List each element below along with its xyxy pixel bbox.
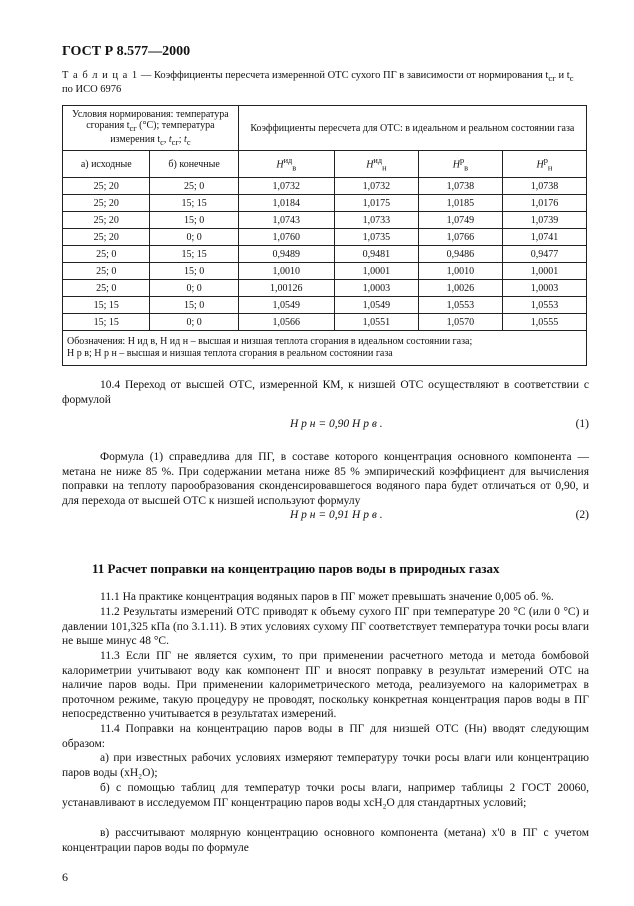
table-cell: 0,9489 — [238, 246, 334, 263]
formula-2: H р н = 0,91 H р в . — [290, 509, 383, 521]
document-title: ГОСТ Р 8.577—2000 — [62, 44, 191, 59]
table-cell: 1,0738 — [502, 178, 586, 195]
table-cell: 1,0749 — [418, 212, 502, 229]
table-cell: 1,0185 — [418, 195, 502, 212]
table-row — [63, 229, 587, 246]
header-conditions: Условия нормирования: температура сгорания $t_{сг}$ (°С); температура измерения $t_с$, $t_{сг}$; $t_с$ — [63, 106, 239, 151]
table-cell: 0; 0 — [150, 229, 238, 246]
table-cell: 1,0549 — [334, 297, 418, 314]
list-item-c: в) рассчитывают молярную концентрацию основного компонента (метана) x'0 в ПГ с учетом концентрации паров воды по формуле — [62, 827, 589, 854]
page-number: 6 — [62, 870, 68, 884]
table-cell: 1,0184 — [238, 195, 334, 212]
formula-2-number: (2) — [575, 509, 589, 521]
table-cell: 25; 20 — [63, 212, 150, 229]
table-cell: 1,0766 — [418, 229, 502, 246]
table-cell: 25; 0 — [150, 178, 238, 195]
table-cell: 1,0738 — [418, 178, 502, 195]
table-row — [63, 314, 587, 331]
table-cell: 1,0003 — [502, 280, 586, 297]
subheader-final: б) конечные — [150, 151, 238, 178]
list-item-b: б) с помощью таблиц для температур точки росы влаги, например таблицы 2 ГОСТ 20060, устанавливают в исследуемом ПГ концентрацию паров воды xсH₂O для стандартных условий; — [62, 782, 589, 809]
table-cell: 25; 0 — [63, 280, 150, 297]
table-cell: 0,9477 — [502, 246, 586, 263]
table-cell: 15; 15 — [150, 246, 238, 263]
table-row — [63, 280, 587, 297]
table-row — [63, 297, 587, 314]
paragraph-10-4: 10.4 Переход от высшей ОТС, измеренной КМ, к низшей ОТС осуществляют в соответствии с формулой — [62, 379, 589, 406]
table-caption-text: — Коэффициенты пересчета измеренной ОТС сухого ПГ в зависимости от нормирования t — [138, 70, 549, 81]
paragraph-formula-1: Формула (1) справедлива для ПГ, в составе которого концентрация основного компонента — метана не ниже 85 %. При содержании метана ниже 85 % эмпирический коэффициент для вычисления поправки на теплоту парообразования сконденсировавшегося водяного пара будет отличаться от 0,90, и для перехода от высшей ОТС к низшей используют формулу — [62, 451, 589, 507]
section-heading: 11 Расчет поправки на концентрацию паров воды в природных газах — [92, 561, 500, 576]
table-cell: 1,0733 — [334, 212, 418, 229]
table-cell: 1,0176 — [502, 195, 586, 212]
table-cell: 1,0003 — [334, 280, 418, 297]
symbol-h-r-v: $H^р_в$ — [418, 151, 502, 178]
table-cell: 1,0551 — [334, 314, 418, 331]
table-cell: 25; 20 — [63, 229, 150, 246]
subheader-initial: а) исходные — [63, 151, 150, 178]
table-cell: 1,0741 — [502, 229, 586, 246]
table-cell: 25; 0 — [63, 246, 150, 263]
symbol-h-id-n: $H^{ид}_н$ — [334, 151, 418, 178]
paragraph-11-1: 11.1 На практике концентрация водяных паров в ПГ может превышать значение 0,005 об. %. — [100, 591, 554, 603]
table-cell: 1,0010 — [418, 263, 502, 280]
table-cell: 15; 0 — [150, 212, 238, 229]
formula-1: H р н = 0,90 H р в . — [290, 418, 383, 430]
table-row — [63, 212, 587, 229]
symbol-h-r-n: $H^р_н$ — [502, 151, 586, 178]
table-row — [63, 178, 587, 195]
table-cell: 0; 0 — [150, 314, 238, 331]
table-cell: 1,0553 — [418, 297, 502, 314]
table-cell: 15; 15 — [150, 195, 238, 212]
table-caption: Т а б л и ц а 1 — Коэффициенты пересчета измеренной ОТС сухого ПГ в зависимости от нормирования $t_{сг}$ и $t_с$ по ИСО 6976 — [62, 70, 574, 96]
list-item-a: а) при известных рабочих условиях измеряют температуру точки росы влаги или концентрацию паров воды (xH₂O); — [62, 752, 589, 779]
table-cell: 1,0732 — [238, 178, 334, 195]
table-cell: 1,0732 — [334, 178, 418, 195]
table-row — [63, 263, 587, 280]
table-cell: 1,0026 — [418, 280, 502, 297]
paragraph-11-2: 11.2 Результаты измерений ОТС приводят к объему сухого ПГ при температуре 20 °С (или 0 °С) и давлении 101,325 кПа (по 3.1.11). В этих условиях сухому ПГ соответствует температура точки росы влаги не выше минус 48 °С. — [62, 606, 589, 647]
table-cell: 1,0739 — [502, 212, 586, 229]
paragraph-11-4: 11.4 Поправки на концентрацию паров воды в ПГ для низшей ОТС (Hн) вводят следующим образом: — [62, 723, 589, 750]
table-cell: 1,0549 — [238, 297, 334, 314]
table-cell: 15; 0 — [150, 263, 238, 280]
table-cell: 1,0743 — [238, 212, 334, 229]
table-cell: 1,0760 — [238, 229, 334, 246]
table-cell: 0,9486 — [418, 246, 502, 263]
table-cell: 1,0175 — [334, 195, 418, 212]
table-cell: 1,0566 — [238, 314, 334, 331]
table-cell: 1,0555 — [502, 314, 586, 331]
table-cell: 25; 0 — [63, 263, 150, 280]
coefficients-table — [62, 105, 587, 366]
table-note: Обозначения: H ид в, H ид н – высшая и низшая теплота сгорания в идеальном состоянии газа; H р в; H р н – высшая и низшая теплота сгорания в реальном состоянии газа — [63, 331, 587, 366]
table-cell: 0,9481 — [334, 246, 418, 263]
table-caption-prefix: Т а б л и ц а 1 — [62, 70, 139, 81]
table-cell: 15; 15 — [63, 297, 150, 314]
table-cell: 1,0010 — [238, 263, 334, 280]
table-cell: 1,0735 — [334, 229, 418, 246]
table-cell: 25; 20 — [63, 195, 150, 212]
paragraph-11-3: 11.3 Если ПГ не является сухим, то при применении расчетного метода и метода бомбовой калориметрии учитывают воду как компонент ПГ и вносят поправку в результат измерений ОТС на наличие паров воды. При применении калориметрического метода, реализуемого на калориметрах в проточном режиме, такую процедуру не проводят, поскольку конкретная концентрация паров воды в ПГ непосредственно учитывается в результатах измерений. — [62, 650, 589, 720]
table-cell: 1,0570 — [418, 314, 502, 331]
table-cell: 1,0001 — [334, 263, 418, 280]
table-row — [63, 195, 587, 212]
symbol-h-id-v: $H^{ид}_в$ — [238, 151, 334, 178]
table-cell: 1,00126 — [238, 280, 334, 297]
table-cell: 15; 0 — [150, 297, 238, 314]
formula-1-number: (1) — [575, 418, 589, 430]
table-row — [63, 246, 587, 263]
table-cell: 1,0553 — [502, 297, 586, 314]
table-cell: 15; 15 — [63, 314, 150, 331]
header-coefficients: Коэффициенты пересчета для ОТС: в идеальном и реальном состоянии газа — [238, 106, 586, 151]
table-cell: 0; 0 — [150, 280, 238, 297]
table-cell: 1,0001 — [502, 263, 586, 280]
table-cell: 25; 20 — [63, 178, 150, 195]
